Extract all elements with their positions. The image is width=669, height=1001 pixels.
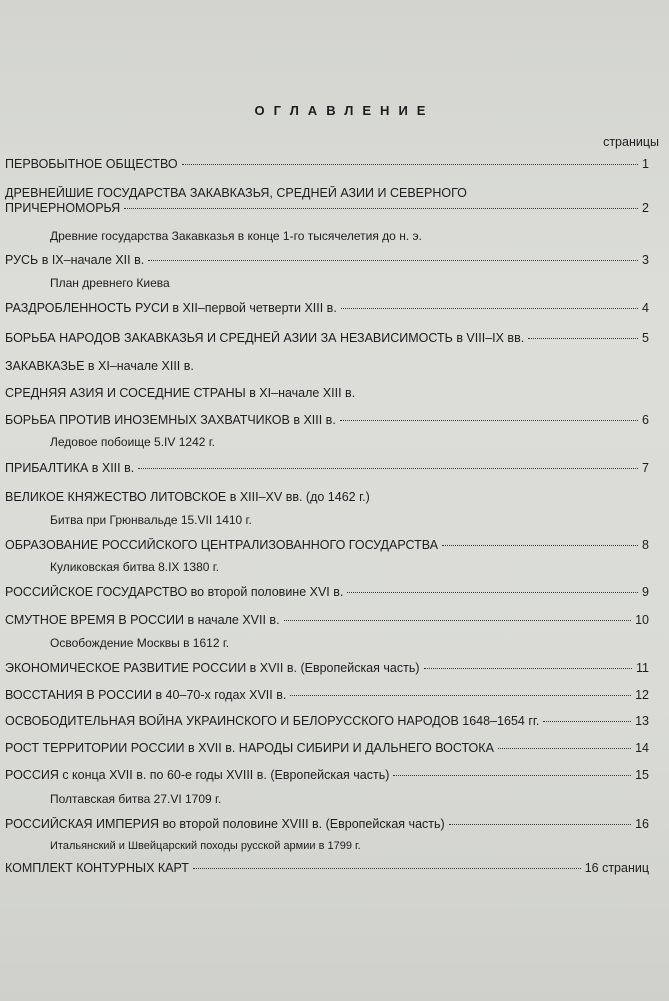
- entry-page: 16: [635, 817, 649, 831]
- entry-title: ЭКОНОМИЧЕСКОЕ РАЗВИТИЕ РОССИИ в XVII в. (Европейская часть): [5, 661, 420, 675]
- toc-entry: [5, 768, 649, 783]
- dot-leader: [340, 419, 638, 421]
- entry-page: 8: [642, 538, 649, 552]
- entry-page: 12: [635, 688, 649, 702]
- toc-subentry: Освобождение Москвы в 1612 г.: [50, 636, 230, 650]
- entry-page: 11: [636, 661, 649, 675]
- toc-entry: [5, 714, 649, 729]
- dot-leader: [138, 467, 638, 469]
- entry-title: РОССИЙСКАЯ ИМПЕРИЯ во второй половине XVIII в. (Европейская часть): [5, 817, 445, 831]
- entry-page: 15: [635, 768, 649, 782]
- entry-page: 1: [642, 157, 649, 171]
- toc-entry: [5, 413, 649, 428]
- dot-leader: [449, 823, 631, 825]
- toc-subentry: Битва при Грюнвальде 15.VII 1410 г.: [50, 513, 252, 527]
- entry-page: 9: [642, 585, 649, 599]
- entry-page: 3: [642, 253, 649, 267]
- entry-title: ВЕЛИКОЕ КНЯЖЕСТВО ЛИТОВСКОЕ в XIII–XV вв. (до 1462 г.): [5, 490, 370, 504]
- entry-page: 6: [642, 413, 649, 427]
- entry-title: КОМПЛЕКТ КОНТУРНЫХ КАРТ: [5, 861, 189, 875]
- dot-leader: [193, 867, 581, 869]
- toc-heading: ОГЛАВЛЕНИЕ: [254, 103, 435, 118]
- pages-column-label: страницы: [603, 135, 659, 149]
- toc-entry: [5, 817, 649, 832]
- dot-leader: [341, 307, 638, 309]
- entry-title: ВОССТАНИЯ В РОССИИ в 40–70-х годах XVII в.: [5, 688, 287, 702]
- entry-title-line2: ПРИЧЕРНОМОРЬЯ: [5, 201, 121, 215]
- entry-title: РОСТ ТЕРРИТОРИИ РОССИИ в XVII в. НАРОДЫ СИБИРИ И ДАЛЬНЕГО ВОСТОКА: [5, 741, 494, 755]
- toc-subentry: Куликовская битва 8.IX 1380 г.: [50, 560, 220, 574]
- entry-page: 16 страниц: [584, 861, 649, 875]
- toc-entry: [5, 861, 649, 876]
- toc-entry: [5, 585, 649, 600]
- dot-leader: [528, 337, 638, 339]
- toc-entry: [5, 253, 649, 268]
- dot-leader: [424, 667, 633, 669]
- entry-title: РОССИЙСКОЕ ГОСУДАРСТВО во второй половине XVI в.: [5, 585, 344, 599]
- dot-leader: [284, 619, 632, 621]
- entry-page: 13: [635, 714, 649, 728]
- toc-subentry: План древнего Киева: [50, 276, 170, 290]
- entry-page: 2: [642, 201, 649, 215]
- dot-leader: [347, 591, 638, 593]
- toc-subentry: Древние государства Закавказья в конце 1-го тысячелетия до н. э.: [50, 229, 422, 243]
- entry-title: РАЗДРОБЛЕННОСТЬ РУСИ в XII–первой четверти XIII в.: [5, 301, 337, 315]
- entry-title-line1: ДРЕВНЕЙШИЕ ГОСУДАРСТВА ЗАКАВКАЗЬЯ, СРЕДНЕЙ АЗИИ И СЕВЕРНОГО: [5, 186, 467, 200]
- toc-entry: [5, 301, 649, 316]
- toc-entry: [5, 741, 649, 756]
- toc-entry: [5, 490, 649, 505]
- entry-page: 14: [635, 741, 649, 755]
- dot-leader: [498, 747, 631, 749]
- toc-entry: [5, 386, 649, 401]
- dot-leader: [543, 720, 631, 722]
- entry-page: 5: [642, 331, 649, 345]
- entry-title: РОССИЯ с конца XVII в. по 60-е годы XVIII в. (Европейская часть): [5, 768, 390, 782]
- entry-page: 7: [642, 461, 649, 475]
- entry-title: ПЕРВОБЫТНОЕ ОБЩЕСТВО: [5, 157, 178, 171]
- toc-entry: [5, 538, 649, 553]
- toc-entry: [5, 157, 649, 172]
- dot-leader: [182, 163, 638, 165]
- dot-leader: [148, 259, 638, 261]
- entry-title: СРЕДНЯЯ АЗИЯ И СОСЕДНИЕ СТРАНЫ в XI–начале XIII в.: [5, 386, 356, 400]
- toc-entry: [5, 461, 649, 476]
- entry-page: 10: [635, 613, 649, 627]
- entry-title: ЗАКАВКАЗЬЕ в XI–начале XIII в.: [5, 359, 194, 373]
- toc-subentry: Итальянский и Швейцарский походы русской армии в 1799 г.: [50, 840, 361, 852]
- entry-title: СМУТНОЕ ВРЕМЯ В РОССИИ в начале XVII в.: [5, 613, 280, 627]
- toc-entry: [5, 661, 649, 676]
- dot-leader: [442, 544, 638, 546]
- dot-leader: [393, 774, 631, 776]
- entry-title: БОРЬБА ПРОТИВ ИНОЗЕМНЫХ ЗАХВАТЧИКОВ в XIII в.: [5, 413, 336, 427]
- toc-entry: [5, 186, 649, 216]
- dot-leader: [124, 207, 638, 209]
- toc-entry: [5, 613, 649, 628]
- toc-entry: [5, 331, 649, 346]
- entry-title: БОРЬБА НАРОДОВ ЗАКАВКАЗЬЯ И СРЕДНЕЙ АЗИИ ЗА НЕЗАВИСИМОСТЬ в VIII–IX вв.: [5, 331, 525, 345]
- entry-title: ОБРАЗОВАНИЕ РОССИЙСКОГО ЦЕНТРАЛИЗОВАННОГО ГОСУДАРСТВА: [5, 538, 439, 552]
- entry-title: РУСЬ в IX–начале XII в.: [5, 253, 145, 267]
- toc-subentry: Ледовое побоище 5.IV 1242 г.: [50, 435, 216, 449]
- entry-page: 4: [642, 301, 649, 315]
- entry-title: ОСВОБОДИТЕЛЬНАЯ ВОЙНА УКРАИНСКОГО И БЕЛОРУССКОГО НАРОДОВ 1648–1654 гг.: [5, 714, 540, 728]
- toc-entry: [5, 688, 649, 703]
- toc-entry: [5, 359, 649, 374]
- entry-title: ПРИБАЛТИКА в XIII в.: [5, 461, 135, 475]
- dot-leader: [290, 694, 631, 696]
- toc-subentry: Полтавская битва 27.VI 1709 г.: [50, 792, 222, 806]
